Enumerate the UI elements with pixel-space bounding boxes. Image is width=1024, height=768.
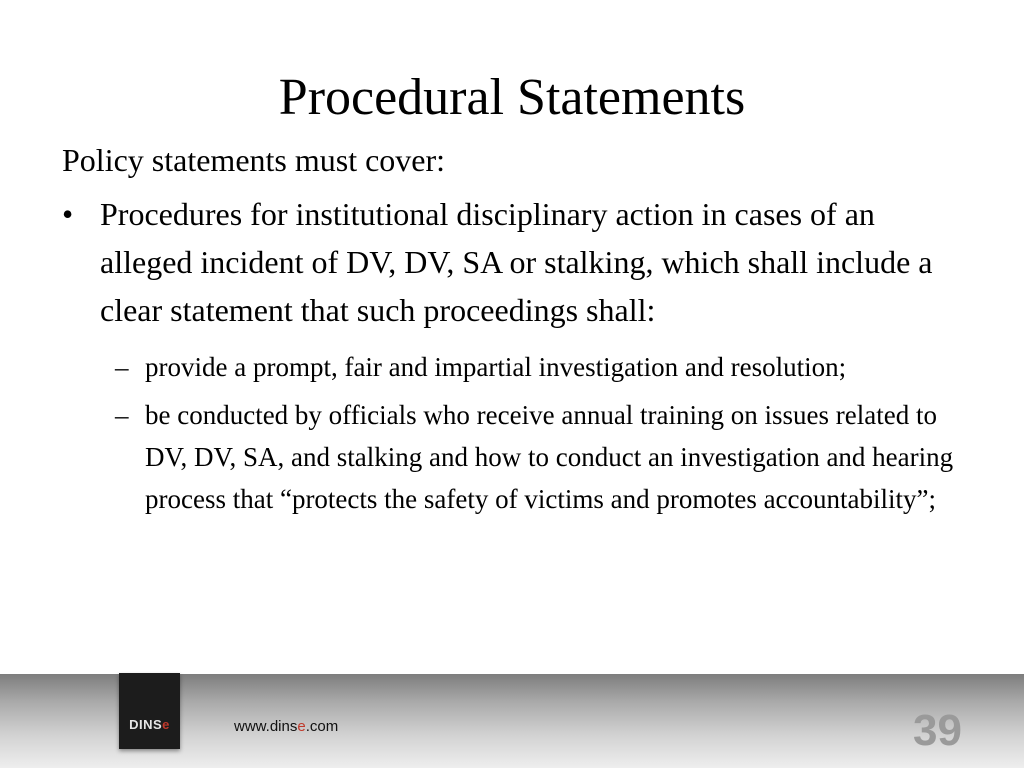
sub-item-text: be conducted by officials who receive annual training on issues related to DV, DV, SA, and stalking and how to conduct an investigation and hearing process that “protects the safety of victims and promotes accountability”;: [145, 400, 954, 514]
bullet-item: [62, 190, 972, 334]
logo-text-accent: e: [162, 717, 170, 732]
slide-title: Procedural Statements: [278, 69, 746, 126]
sub-list: [62, 346, 972, 520]
slide-content: [62, 138, 972, 526]
page-number: 39: [913, 706, 962, 755]
sub-item-marker: –: [115, 352, 129, 382]
bullet-text: Procedures for institutional disciplinary action in cases of an alleged incident of DV, DV, SA or stalking, which shall include a clear statement that such proceedings shall:: [100, 196, 933, 328]
website-prefix: www.dins: [234, 718, 298, 735]
logo-text-prefix: DINS: [129, 717, 163, 732]
bullet-marker: •: [62, 196, 74, 232]
logo-text: [119, 717, 180, 732]
dinse-logo: [119, 673, 180, 749]
sub-item-text: provide a prompt, fair and impartial investigation and resolution;: [145, 352, 847, 382]
website-accent: e: [297, 718, 306, 735]
intro-text: Policy statements must cover:: [62, 142, 446, 178]
sub-item-marker: –: [115, 400, 129, 430]
website-suffix: .com: [305, 718, 339, 735]
sub-item: [62, 394, 972, 520]
sub-item: [62, 346, 972, 388]
website-url: [234, 718, 338, 735]
